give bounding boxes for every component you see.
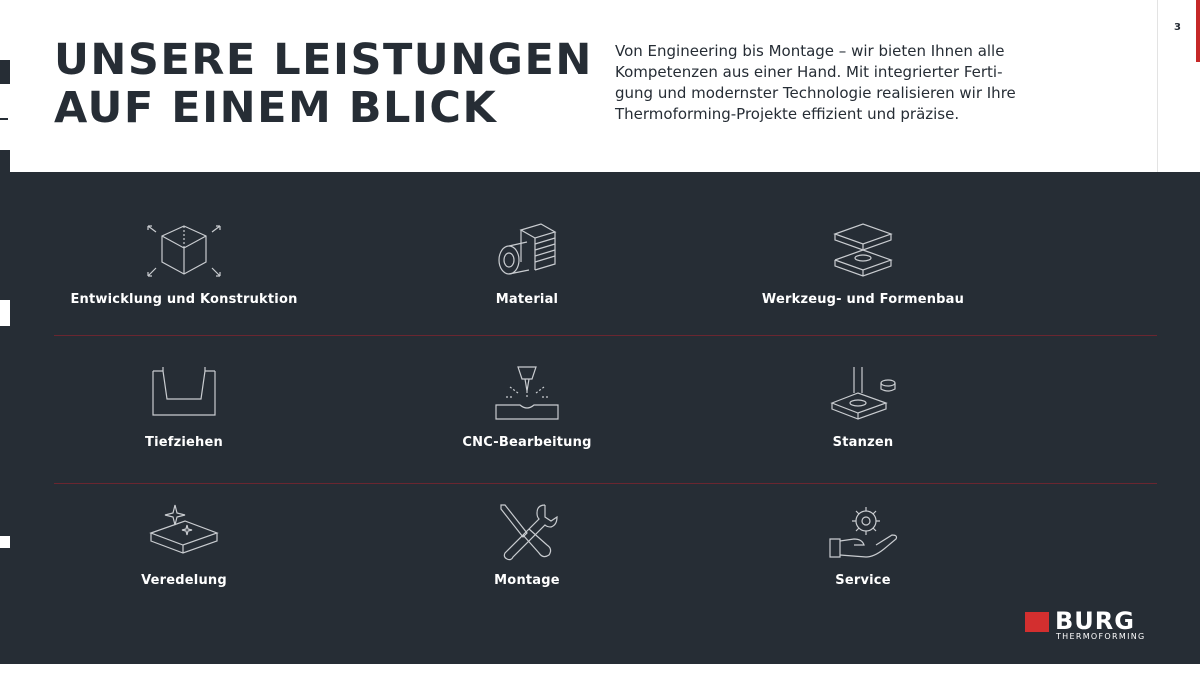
intro-line-2: Kompetenzen aus einer Hand. Mit integrierter Ferti- bbox=[615, 63, 1003, 81]
intro-text bbox=[615, 41, 1035, 125]
intro-line-4: Thermoforming-Projekte effizient und präzise. bbox=[615, 105, 960, 123]
page-title-line-2: AUF EINEM BLICK bbox=[54, 83, 498, 133]
service-label: CNC-Bearbeitung bbox=[462, 435, 592, 450]
service-entwicklung bbox=[24, 222, 344, 307]
header-area bbox=[10, 0, 1157, 172]
service-label: Entwicklung und Konstruktion bbox=[70, 292, 298, 307]
header-edge-line bbox=[1157, 0, 1158, 172]
service-label: Montage bbox=[494, 573, 560, 588]
logo-word: BURG bbox=[1055, 607, 1135, 635]
bottom-margin bbox=[0, 664, 1200, 674]
service-label: Material bbox=[495, 292, 559, 307]
service-stanzen bbox=[703, 365, 1023, 450]
cube-arrows-icon bbox=[146, 222, 222, 280]
material-roll-icon bbox=[495, 222, 559, 280]
service-tiefziehen bbox=[24, 365, 344, 450]
mold-tool-icon bbox=[831, 222, 895, 280]
service-werkzeug bbox=[703, 222, 1023, 307]
logo-subtitle: THERMOFORMING bbox=[1056, 632, 1146, 641]
wrench-screwdriver-icon bbox=[495, 503, 559, 561]
finishing-sparkle-icon bbox=[147, 503, 221, 561]
page-number: 3 bbox=[1174, 22, 1181, 33]
service-veredelung bbox=[24, 503, 344, 588]
hand-gear-icon bbox=[826, 503, 900, 561]
service-label: Service bbox=[835, 573, 891, 588]
service-label: Veredelung bbox=[141, 573, 227, 588]
page-title-line-1: UNSERE LEISTUNGEN bbox=[54, 35, 593, 85]
left-edge-strip bbox=[0, 0, 10, 674]
service-montage bbox=[367, 503, 687, 588]
service-label: Tiefziehen bbox=[145, 435, 223, 450]
service-label: Stanzen bbox=[832, 435, 894, 450]
service-service bbox=[703, 503, 1023, 588]
row-divider bbox=[54, 483, 1157, 484]
deep-drawing-icon bbox=[149, 365, 219, 423]
service-label: Werkzeug- und Formenbau bbox=[761, 292, 965, 307]
intro-line-3: gung und modernster Technologie realisieren wir Ihre bbox=[615, 84, 1016, 102]
burg-logo bbox=[1025, 607, 1160, 644]
burg-logo-mark-icon bbox=[1025, 612, 1049, 632]
cnc-cutter-icon bbox=[492, 365, 562, 423]
punch-press-icon bbox=[828, 365, 898, 423]
row-divider bbox=[54, 335, 1157, 336]
intro-line-1: Von Engineering bis Montage – wir bieten Ihnen alle bbox=[615, 42, 1005, 60]
service-material bbox=[367, 222, 687, 307]
accent-bar bbox=[1196, 0, 1200, 62]
page-title bbox=[54, 36, 593, 132]
service-cnc bbox=[367, 365, 687, 450]
